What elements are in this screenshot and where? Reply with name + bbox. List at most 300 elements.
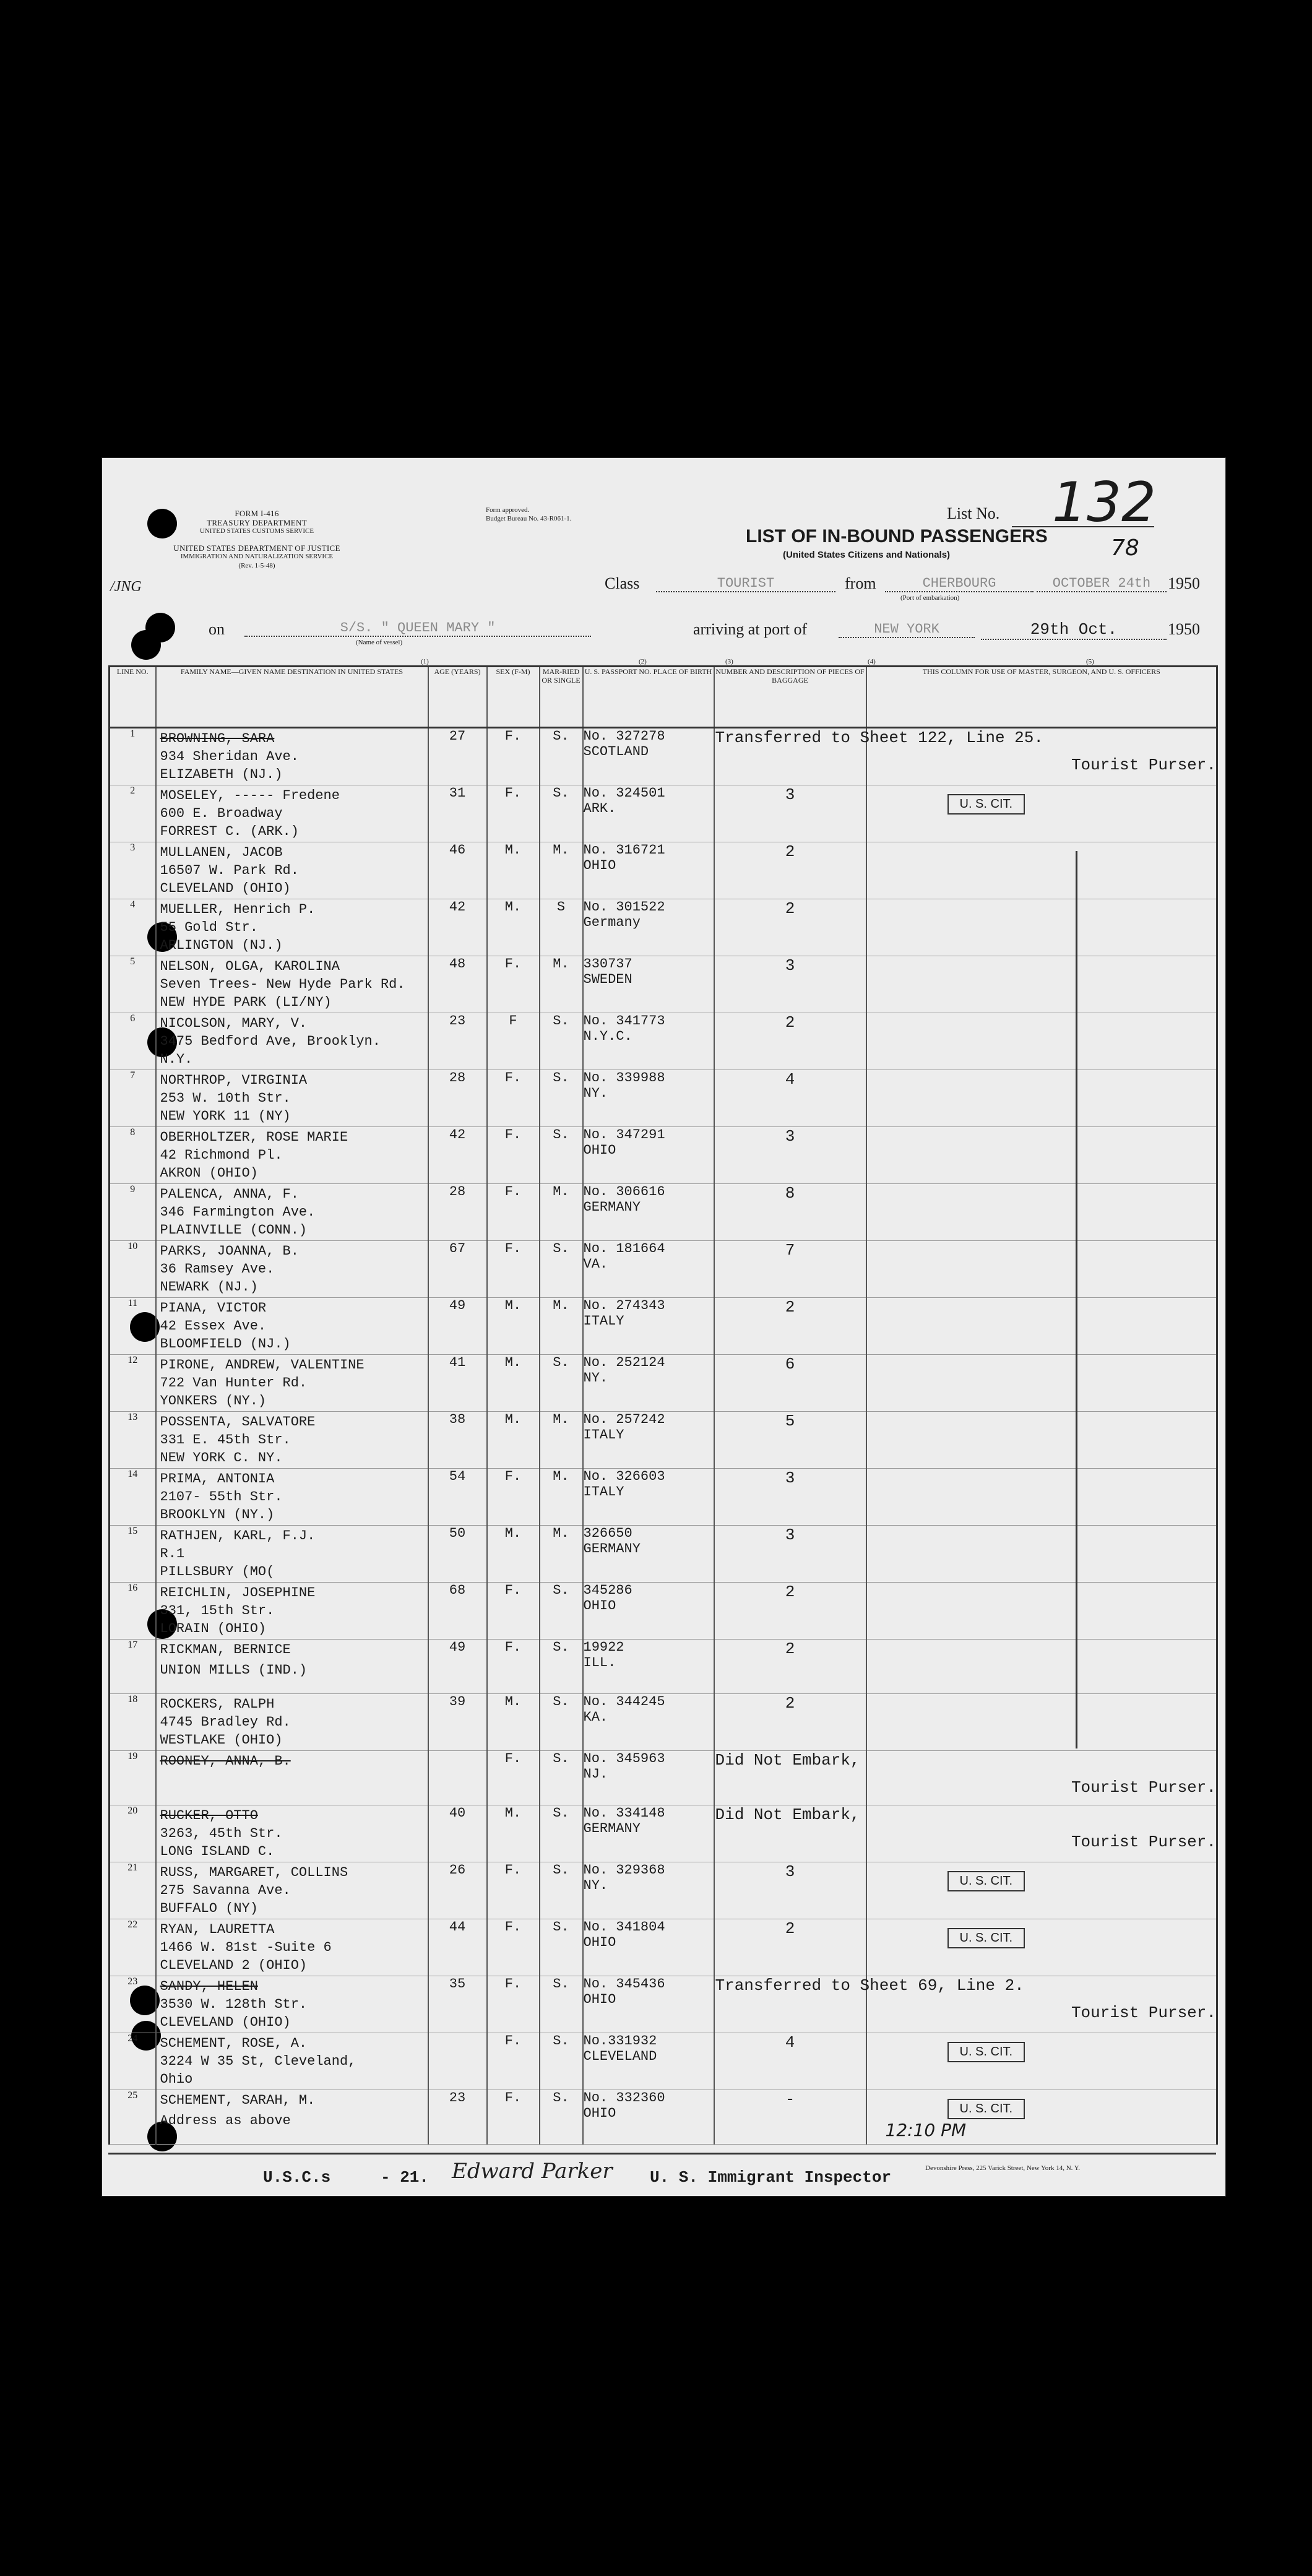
line-number: 5 <box>110 956 156 1013</box>
us-citizen-stamp: U. S. CIT. <box>947 794 1025 815</box>
footer-code: U.S.C.s <box>263 2168 331 2187</box>
page-title: LIST OF IN-BOUND PASSENGERS <box>746 526 1048 547</box>
age: 40 <box>428 1805 487 1862</box>
officer-cell <box>866 1241 1217 1298</box>
address-line-1: 16507 W. Park Rd. <box>160 863 299 878</box>
col-baggage: NUMBER AND DESCRIPTION OF PIECES OF BAGGAGE <box>714 667 866 728</box>
passport-cell <box>583 1355 714 1412</box>
list-no-handwritten: 132 <box>1052 470 1156 534</box>
name-cell <box>156 842 428 899</box>
officer-note: Did Not Embark, <box>715 1751 860 1770</box>
col-sex: SEX (F-M) <box>487 667 540 728</box>
birthplace: NY. <box>583 1086 608 1101</box>
birthplace: ILL. <box>583 1655 616 1671</box>
address-line-2: LONG ISLAND C. <box>160 1844 275 1859</box>
passport-number: No. 327278 <box>583 728 665 744</box>
sex: F. <box>487 1469 540 1526</box>
passenger-name: PALENCA, ANNA, F. <box>160 1186 299 1202</box>
table-row <box>110 2033 1217 2090</box>
address-line-2: ARLINGTON (NJ.) <box>160 938 283 953</box>
birthplace: ITALY <box>583 1313 624 1329</box>
port-embark-caption: (Port of embarkation) <box>900 594 960 602</box>
sex: M. <box>487 1298 540 1355</box>
sex: F. <box>487 785 540 842</box>
table-row <box>110 1805 1217 1862</box>
table-row <box>110 956 1217 1013</box>
name-cell <box>156 1184 428 1241</box>
passport-number: 345286 <box>583 1583 632 1598</box>
sex: M. <box>487 1355 540 1412</box>
birthplace: ITALY <box>583 1427 624 1443</box>
line-number: 1 <box>110 728 156 785</box>
address-line-2: BUFFALO (NY) <box>160 1901 258 1916</box>
passport-cell <box>583 899 714 956</box>
passenger-name: MULLANEN, JACOB <box>160 845 283 860</box>
baggage-count: 3 <box>714 1526 866 1583</box>
arrival-date: 29th Oct. <box>981 620 1167 640</box>
age: 35 <box>428 1976 487 2033</box>
sex: M. <box>487 1694 540 1751</box>
line-number: 7 <box>110 1070 156 1127</box>
sex: F. <box>487 2090 540 2145</box>
address-line-2: NEW HYDE PARK (LI/NY) <box>160 995 332 1010</box>
officer-cell <box>866 1355 1217 1412</box>
table-row <box>110 1640 1217 1694</box>
address-line-2: ELIZABETH (NJ.) <box>160 767 283 782</box>
marital-status: M. <box>540 1412 583 1469</box>
birthplace: CLEVELAND <box>583 2049 657 2064</box>
line-number: 16 <box>110 1583 156 1640</box>
col-passport: U. S. PASSPORT NO. PLACE OF BIRTH <box>583 667 714 728</box>
baggage-count: 2 <box>714 899 866 956</box>
sex: F. <box>487 1241 540 1298</box>
officer-cell <box>866 1070 1217 1127</box>
purser-signature-line: Tourist Purser. <box>1071 2003 1216 2022</box>
baggage-count: 6 <box>714 1355 866 1412</box>
passport-cell <box>583 785 714 842</box>
address-line-1: 42 Essex Ave. <box>160 1318 267 1334</box>
officer-cell <box>866 1583 1217 1640</box>
purser-signature-line: Tourist Purser. <box>1071 756 1216 774</box>
punch-hole <box>131 630 161 660</box>
table-row <box>110 1013 1217 1070</box>
col-officers: THIS COLUMN FOR USE OF MASTER, SURGEON, AND U. S. OFFICERS <box>866 667 1217 728</box>
margin-code: /JNG <box>110 579 142 595</box>
name-cell <box>156 956 428 1013</box>
address-line-1: 36 Ramsey Ave. <box>160 1261 275 1277</box>
passenger-name: SCHEMENT, SARAH, M. <box>160 2093 316 2108</box>
marital-status: S. <box>540 1355 583 1412</box>
name-cell <box>156 2090 428 2145</box>
sex: F. <box>487 1976 540 2033</box>
table-row <box>110 1184 1217 1241</box>
age: 26 <box>428 1862 487 1919</box>
col-marital: MAR-RIED OR SINGLE <box>540 667 583 728</box>
table-row <box>110 1241 1217 1298</box>
age <box>428 1751 487 1805</box>
address-line-2: LORAIN (OHIO) <box>160 1621 267 1636</box>
age: 28 <box>428 1184 487 1241</box>
sex: F. <box>487 1127 540 1184</box>
address-line-1: 600 E. Broadway <box>160 806 283 821</box>
passenger-name: PARKS, JOANNA, B. <box>160 1243 299 1259</box>
line-number: 11 <box>110 1298 156 1355</box>
sex: F. <box>487 1751 540 1805</box>
officer-cell <box>866 2033 1217 2090</box>
table-row <box>110 1583 1217 1640</box>
passenger-name: PRIMA, ANTONIA <box>160 1471 275 1487</box>
name-cell <box>156 785 428 842</box>
birthplace: NY. <box>583 1370 608 1386</box>
officer-cell <box>866 842 1217 899</box>
name-cell <box>156 1976 428 2033</box>
sex: F. <box>487 1070 540 1127</box>
officer-cell <box>866 1298 1217 1355</box>
officer-cell <box>715 1805 1217 1862</box>
address-line-2: NEW YORK 11 (NY) <box>160 1109 291 1124</box>
from-value: CHERBOURG <box>885 576 1034 592</box>
name-cell <box>156 1805 428 1862</box>
sex: M. <box>487 1412 540 1469</box>
marital-status: S. <box>540 1751 583 1805</box>
marital-status: S. <box>540 728 583 785</box>
arriving-label: arriving at port of <box>693 620 808 638</box>
line-number: 17 <box>110 1640 156 1694</box>
passport-number: 326650 <box>583 1526 632 1541</box>
passport-number: No. 341773 <box>583 1013 665 1029</box>
address-line-2 <box>157 1774 428 1776</box>
officer-cell <box>866 1469 1217 1526</box>
passenger-name: ROONEY, ANNA, B. <box>160 1753 291 1769</box>
table-row <box>110 1862 1217 1919</box>
passport-cell <box>583 1013 714 1070</box>
line-number: 13 <box>110 1412 156 1469</box>
footer-inspector: U. S. Immigrant Inspector <box>650 2168 892 2187</box>
passport-cell <box>583 1751 714 1805</box>
table-row <box>110 1127 1217 1184</box>
passenger-name: SANDY, HELEN <box>160 1979 258 1994</box>
passport-number: No. 324501 <box>583 785 665 801</box>
address-line-1: 4745 Bradley Rd. <box>160 1714 291 1730</box>
table-row <box>110 1919 1217 1976</box>
passport-number: No. 345963 <box>583 1751 665 1766</box>
marital-status: S. <box>540 1070 583 1127</box>
passport-number: No. 306616 <box>583 1184 665 1199</box>
passport-number: No. 316721 <box>583 842 665 858</box>
officer-cell <box>866 1919 1217 1976</box>
birthplace: OHIO <box>583 2106 616 2121</box>
officer-note: Did Not Embark, <box>715 1805 860 1824</box>
address-line-2: Ohio <box>160 2072 193 2087</box>
address-line-1: 331, 15th Str. <box>160 1603 275 1619</box>
line-number: 6 <box>110 1013 156 1070</box>
age: 31 <box>428 785 487 842</box>
table-row <box>110 1298 1217 1355</box>
line-number: 4 <box>110 899 156 956</box>
passenger-name: RUSS, MARGARET, COLLINS <box>160 1865 348 1880</box>
handwritten-time: 12:10 PM <box>885 2120 967 2140</box>
sex: M. <box>487 1805 540 1862</box>
address-line-2: CLEVELAND (OHIO) <box>160 2015 291 2030</box>
marital-status: S. <box>540 1694 583 1751</box>
customs-service: UNITED STATES CUSTOMS SERVICE <box>199 527 314 535</box>
us-citizen-stamp: U. S. CIT. <box>947 2042 1025 2062</box>
age <box>428 2033 487 2090</box>
address-line-2: PILLSBURY (MO( <box>160 1564 275 1580</box>
passport-cell <box>583 842 714 899</box>
passport-number: No. 334148 <box>583 1805 665 1821</box>
us-citizen-stamp: U. S. CIT. <box>947 2099 1025 2119</box>
line-number: 3 <box>110 842 156 899</box>
address-line-1: 3475 Bedford Ave, Brooklyn. <box>160 1034 381 1049</box>
footer-page: - 21. <box>381 2168 429 2187</box>
table-row <box>110 1469 1217 1526</box>
address-line-1: 3263, 45th Str. <box>160 1826 283 1841</box>
address-line-1: R.1 <box>160 1546 185 1562</box>
officer-note: Transferred to Sheet 122, Line 25. <box>715 728 1043 747</box>
marital-status: M. <box>540 1469 583 1526</box>
passenger-name: ROCKERS, RALPH <box>160 1696 275 1712</box>
list-no-label: List No. <box>947 504 1000 522</box>
baggage-count: 4 <box>714 2033 866 2090</box>
table-row <box>110 785 1217 842</box>
sex: F. <box>487 1919 540 1976</box>
name-cell <box>156 1412 428 1469</box>
marital-status: S. <box>540 1976 583 2033</box>
marital-status: S. <box>540 1919 583 1976</box>
justice-dept: UNITED STATES DEPARTMENT OF JUSTICE <box>173 543 340 553</box>
passport-number: No. 301522 <box>583 899 665 915</box>
passenger-name: RYAN, LAURETTA <box>160 1922 275 1937</box>
marital-status: S. <box>540 2090 583 2145</box>
address-line-1: Seven Trees- New Hyde Park Rd. <box>160 977 405 992</box>
purser-signature-line: Tourist Purser. <box>1071 1778 1216 1797</box>
line-number: 9 <box>110 1184 156 1241</box>
col-line: LINE NO. <box>110 667 156 728</box>
address-line-2: WESTLAKE (OHIO) <box>160 1732 283 1748</box>
passport-cell <box>583 1583 714 1640</box>
col-number-5: (5) <box>1086 658 1094 665</box>
treasury-dept: TREASURY DEPARTMENT <box>207 518 307 527</box>
passport-number: No. 339988 <box>583 1070 665 1086</box>
passport-cell <box>583 1919 714 1976</box>
name-cell <box>156 1862 428 1919</box>
line-number: 10 <box>110 1241 156 1298</box>
baggage-count: 2 <box>714 1694 866 1751</box>
marital-status: S. <box>540 2033 583 2090</box>
age: 48 <box>428 956 487 1013</box>
name-cell <box>156 728 428 785</box>
officer-note: Transferred to Sheet 69, Line 2. <box>715 1976 1024 1995</box>
passport-cell <box>583 1298 714 1355</box>
sex: M. <box>487 1526 540 1583</box>
sex: F. <box>487 1640 540 1694</box>
passport-cell <box>583 2090 714 2145</box>
passenger-table <box>108 665 1218 2145</box>
passenger-name: NICOLSON, MARY, V. <box>160 1016 308 1031</box>
birthplace: GERMANY <box>583 1821 641 1836</box>
birthplace: OHIO <box>583 1143 616 1158</box>
table-row <box>110 1070 1217 1127</box>
col-number-1: (1) <box>421 658 429 665</box>
baggage-count: 2 <box>714 1583 866 1640</box>
marital-status: S. <box>540 1241 583 1298</box>
sex: F. <box>487 1583 540 1640</box>
age: 42 <box>428 899 487 956</box>
marital-status: S. <box>540 1583 583 1640</box>
birthplace: N.Y.C. <box>583 1029 632 1044</box>
budget-bureau: Budget Bureau No. 43-R061-1. <box>486 515 572 522</box>
officer-cell <box>866 1640 1217 1694</box>
passport-number: No. 344245 <box>583 1694 665 1709</box>
officer-cell <box>866 1013 1217 1070</box>
officer-cell <box>866 899 1217 956</box>
arrival-port: NEW YORK <box>839 621 975 638</box>
table-header <box>110 667 1217 728</box>
passport-cell <box>583 1640 714 1694</box>
line-number: 18 <box>110 1694 156 1751</box>
sex: F <box>487 1013 540 1070</box>
age: 23 <box>428 1013 487 1070</box>
passenger-name: MUELLER, Henrich P. <box>160 902 316 917</box>
marital-status: S. <box>540 1805 583 1862</box>
passenger-name: MOSELEY, ----- Fredene <box>160 788 340 803</box>
passenger-name: POSSENTA, SALVATORE <box>160 1414 316 1430</box>
marital-status: S. <box>540 1862 583 1919</box>
officer-cell <box>866 2090 1217 2145</box>
name-cell <box>156 1694 428 1751</box>
table-row <box>110 2090 1217 2145</box>
officer-cell <box>866 1694 1217 1751</box>
baggage-count: 5 <box>714 1412 866 1469</box>
age: 28 <box>428 1070 487 1127</box>
marital-status: M. <box>540 1184 583 1241</box>
passenger-name: REICHLIN, JOSEPHINE <box>160 1585 316 1601</box>
table-row <box>110 1412 1217 1469</box>
address-line-1: 331 E. 45th Str. <box>160 1432 291 1448</box>
arrival-year: 1950 <box>1168 620 1200 638</box>
marital-status: S. <box>540 785 583 842</box>
name-cell <box>156 1526 428 1583</box>
officer-cell <box>715 728 1217 785</box>
age: 46 <box>428 842 487 899</box>
table-row <box>110 842 1217 899</box>
officer-cell <box>866 1862 1217 1919</box>
line-number: 12 <box>110 1355 156 1412</box>
sex: F. <box>487 1184 540 1241</box>
officer-cell <box>866 785 1217 842</box>
marital-status: M. <box>540 956 583 1013</box>
birthplace: ITALY <box>583 1484 624 1500</box>
passport-cell <box>583 1070 714 1127</box>
address-line-1: 253 W. 10th Str. <box>160 1091 291 1106</box>
address-line-2: NEW YORK C. NY. <box>160 1450 283 1466</box>
form-approved: Form approved. <box>486 506 530 514</box>
passport-number: 19922 <box>583 1640 624 1655</box>
line-number: 22 <box>110 1919 156 1976</box>
address-line-2: PLAINVILLE (CONN.) <box>160 1222 308 1238</box>
table-row <box>110 1526 1217 1583</box>
baggage-count: 2 <box>714 842 866 899</box>
sex: F. <box>487 1862 540 1919</box>
address-line-1: 934 Sheridan Ave. <box>160 749 299 764</box>
birthplace: GERMANY <box>583 1541 641 1557</box>
passport-cell <box>583 1469 714 1526</box>
from-label: from <box>845 574 876 592</box>
birthplace: ARK. <box>583 801 616 816</box>
passport-cell <box>583 1412 714 1469</box>
birthplace: VA. <box>583 1256 608 1272</box>
footer-printer: Devonshire Press, 225 Varick Street, New York 14, N. Y. <box>925 2164 1081 2172</box>
passport-cell <box>583 1694 714 1751</box>
age: 38 <box>428 1412 487 1469</box>
passport-number: 330737 <box>583 956 632 972</box>
table-row <box>110 899 1217 956</box>
address-line-1: 1466 W. 81st -Suite 6 <box>160 1940 332 1955</box>
passport-cell <box>583 1241 714 1298</box>
baggage-count: 2 <box>714 1298 866 1355</box>
name-cell <box>156 2033 428 2090</box>
birthplace: Germany <box>583 915 641 930</box>
line-number: 8 <box>110 1127 156 1184</box>
passport-cell <box>583 1862 714 1919</box>
address-line-1: 2107- 55th Str. <box>160 1489 283 1505</box>
passport-cell <box>583 2033 714 2090</box>
birthplace: NY. <box>583 1878 608 1893</box>
passport-number: No. 345436 <box>583 1976 665 1992</box>
age: 54 <box>428 1469 487 1526</box>
address-line-1: 3530 W. 128th Str. <box>160 1997 308 2012</box>
passenger-name: NELSON, OLGA, KAROLINA <box>160 959 340 974</box>
age: 23 <box>428 2090 487 2145</box>
address-line-2: CLEVELAND 2 (OHIO) <box>160 1958 308 1973</box>
inspector-signature: Edward Parker <box>452 2159 613 2184</box>
passport-number: No. 332360 <box>583 2090 665 2106</box>
col-number-2: (2) <box>639 658 647 665</box>
table-row <box>110 728 1217 785</box>
sex: F. <box>487 2033 540 2090</box>
passport-number: No.331932 <box>583 2033 657 2049</box>
col-name: FAMILY NAME—GIVEN NAME DESTINATION IN UNITED STATES <box>156 667 428 728</box>
address-line-2: CLEVELAND (OHIO) <box>160 881 291 896</box>
line-number: 20 <box>110 1805 156 1862</box>
footer-rule <box>108 2153 1216 2155</box>
birthplace: SWEDEN <box>583 972 632 987</box>
address-line-1: 275 Savanna Ave. <box>160 1883 291 1898</box>
citizen-bracket-line <box>1076 851 1077 1748</box>
marital-status: S <box>540 899 583 956</box>
passenger-name: PIRONE, ANDREW, VALENTINE <box>160 1357 365 1373</box>
baggage-count: 2 <box>714 1919 866 1976</box>
officer-cell <box>715 1976 1217 2033</box>
embark-date: OCTOBER 24th <box>1037 576 1167 592</box>
marital-status: M. <box>540 1298 583 1355</box>
line-number: 24 <box>110 2033 156 2090</box>
age: 41 <box>428 1355 487 1412</box>
name-cell <box>156 1469 428 1526</box>
line-number: 15 <box>110 1526 156 1583</box>
address-line-2: N.Y. <box>160 1052 193 1067</box>
baggage-count: 7 <box>714 1241 866 1298</box>
table-row <box>110 1751 1217 1805</box>
passenger-name: RICKMAN, BERNICE <box>160 1642 291 1658</box>
line-number: 19 <box>110 1751 156 1805</box>
baggage-count: 2 <box>714 1640 866 1694</box>
age: 42 <box>428 1127 487 1184</box>
marital-status: S. <box>540 1127 583 1184</box>
name-cell <box>156 1751 428 1805</box>
table-row <box>110 1355 1217 1412</box>
